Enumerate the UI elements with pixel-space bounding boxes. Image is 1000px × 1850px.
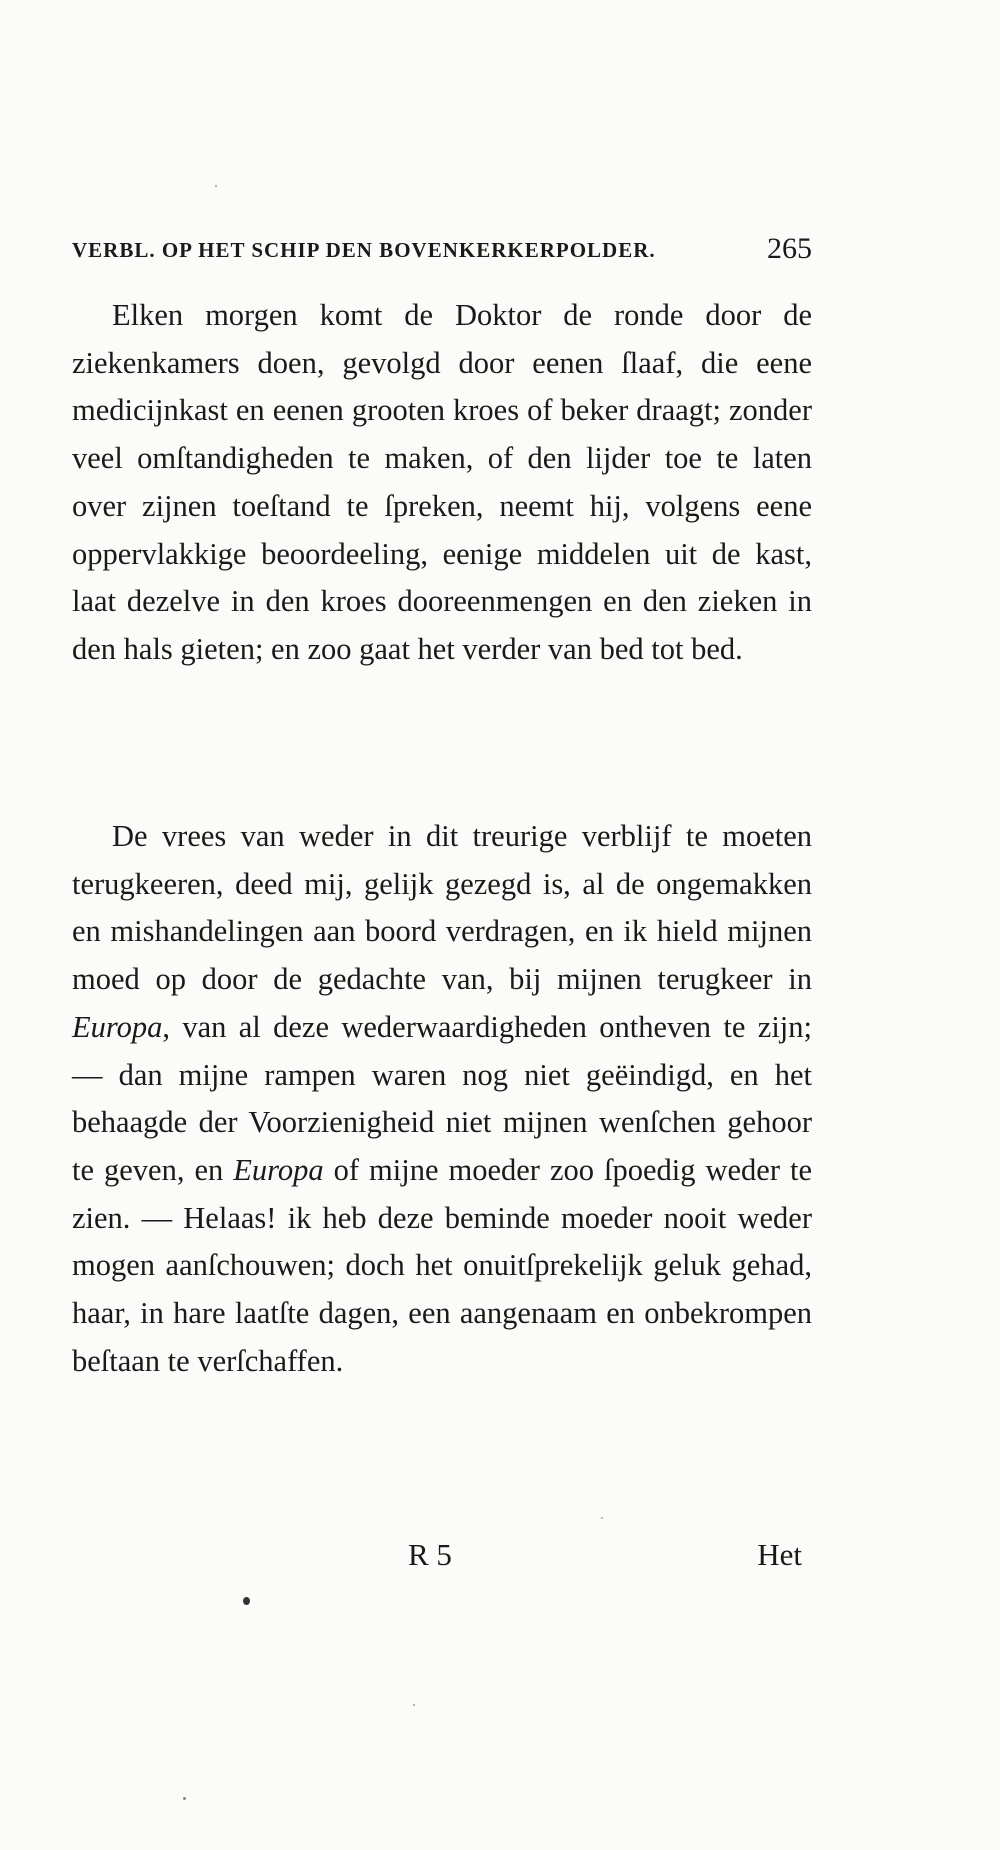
ink-speck <box>601 1517 603 1519</box>
ink-speck <box>215 185 217 187</box>
catchword: Het <box>757 1537 802 1572</box>
paragraph-1 <box>72 292 812 674</box>
paragraph-2-segment: , van al deze wederwaardigheden ontheven te zijn; — dan mijne rampen waren nog niet geëindigd, en het behaagde der Voorzienigheid niet mijnen wenſchen gehoor te geven, en <box>72 1009 812 1187</box>
paragraph-1-segment: Elken morgen komt de Doktor de ronde door de ziekenkamers doen, gevolgd door eenen ſlaaf, die eene medicijnkast en eenen grooten kroes of beker draagt; zonder veel omſtandigheden te maken, of den lijder toe te laten over zijnen toeſtand te ſpreken, neemt hij, volgens eene oppervlakkige beoordeeling, eenige middelen uit de kast, laat dezelve in den kroes dooreenmengen en den zieken in den hals gieten; en zoo gaat het verder van bed tot bed. <box>72 298 812 666</box>
ink-speck <box>243 1597 250 1605</box>
paragraph-1-text <box>72 292 812 674</box>
place-name-europa: Europa <box>233 1152 324 1187</box>
running-head <box>72 232 812 272</box>
ink-speck <box>413 1704 415 1706</box>
paragraph-2 <box>72 813 812 1385</box>
ink-speck <box>183 1797 186 1800</box>
page-number: 265 <box>767 232 812 265</box>
paragraph-2-segment: of mijne moeder zoo ſpoedig weder te zien. — Helaas! ik heb deze beminde moeder nooit weder mogen aanſchouwen; doch het onuitſprekelijk geluk gehad, haar, in hare laatſte dagen, een aangenaam en onbekrompen beſtaan te verſchaffen. <box>72 1152 812 1378</box>
running-title: VERBL. OP HET SCHIP DEN BOVENKERKERPOLDER. <box>72 238 656 262</box>
signature-mark: R 5 <box>408 1537 452 1572</box>
paragraph-2-segment: De vrees van weder in dit treurige verblijf te moeten terugkeeren, deed mij, gelijk gezegd is, al de ongemakken en mishandelingen aan boord verdragen, en ik hield mijnen moed op door de gedachte van, bij mijnen terugkeer in <box>72 819 812 997</box>
place-name-europa: Europa <box>72 1009 163 1044</box>
paragraph-2-text <box>72 813 812 1385</box>
footer-catchline <box>72 1537 812 1587</box>
